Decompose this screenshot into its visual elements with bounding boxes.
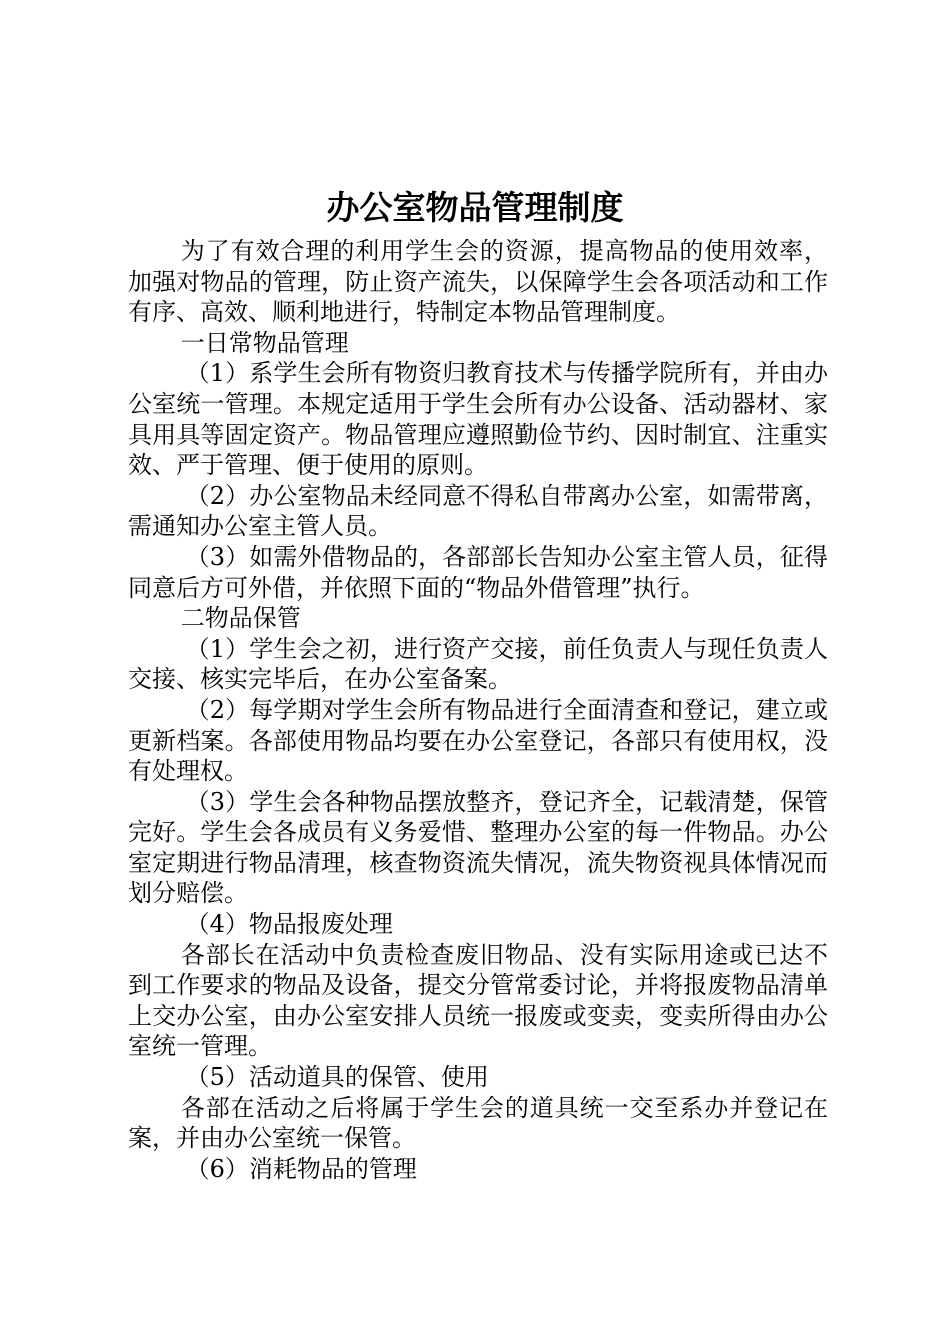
document-body xyxy=(128,236,828,1184)
storage-item-4-body: 各部长在活动中负责检查废旧物品、没有实际用途或已达不到工作要求的物品及设备，提交分管常委讨论，并将报废物品清单上交办公室，由办公室安排人员统一报废或变卖，变卖所得由办公室统一管理。 xyxy=(128,940,828,1061)
storage-item-3: （3）学生会各种物品摆放整齐，登记齐全，记载清楚，保管完好。学生会各成员有义务爱惜、整理办公室的每一件物品。办公室定期进行物品清理，核查物资流失情况，流失物资视具体情况而划分赔偿。 xyxy=(128,787,828,908)
daily-item-1: （1）系学生会所有物资归教育技术与传播学院所有，并由办公室统一管理。本规定适用于学生会所有办公设备、活动器材、家具用具等固定资产。物品管理应遵照勤俭节约、因时制宜、注重实效、严于管理、便于使用的原则。 xyxy=(128,359,828,480)
intro-paragraph: 为了有效合理的利用学生会的资源，提高物品的使用效率，加强对物品的管理，防止资产流失，以保障学生会各项活动和工作有序、高效、顺利地进行，特制定本物品管理制度。 xyxy=(128,237,828,327)
section-heading-storage: 二物品保管 xyxy=(180,604,301,633)
storage-item-5-heading: （5）活动道具的保管、使用 xyxy=(185,1063,489,1092)
storage-item-4-heading: （4）物品报废处理 xyxy=(185,910,393,939)
document-title: 办公室物品管理制度 xyxy=(326,188,624,227)
daily-item-3: （3）如需外借物品的，各部部长告知办公室主管人员，征得同意后方可外借，并依照下面的“物品外借管理”执行。 xyxy=(128,542,828,602)
daily-item-2: （2）办公室物品未经同意不得私自带离办公室，如需带离，需通知办公室主管人员。 xyxy=(128,481,828,541)
storage-item-5-body: 各部在活动之后将属于学生会的道具统一交至系办并登记在案，并由办公室统一保管。 xyxy=(128,1093,828,1153)
section-heading-daily-management: 一日常物品管理 xyxy=(180,328,349,357)
storage-item-6-heading: （6）消耗物品的管理 xyxy=(185,1154,417,1183)
storage-item-2: （2）每学期对学生会所有物品进行全面清查和登记，建立或更新档案。各部使用物品均要在办公室登记，各部只有使用权，没有处理权。 xyxy=(128,695,828,786)
storage-item-1: （1）学生会之初，进行资产交接，前任负责人与现任负责人交接、核实完毕后，在办公室备案。 xyxy=(128,634,828,694)
